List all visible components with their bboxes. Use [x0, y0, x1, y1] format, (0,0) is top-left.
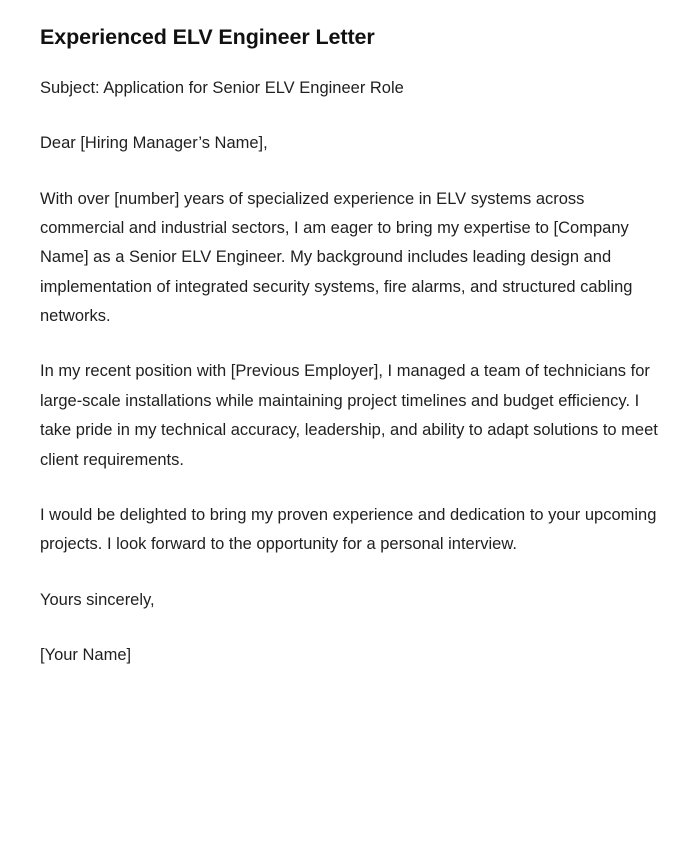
body-paragraph-3: I would be delighted to bring my proven experience and dedication to your upcoming projects. I look forward to the opportunity for a personal interview. [40, 505, 657, 554]
body-paragraph-2: In my recent position with [Previous Employer], I managed a team of technicians for large-scale installations while maintaining project timelines and budget efficiency. I take pride in my technical accuracy, leadership, and ability to adapt solutions to meet client requirements. [40, 362, 658, 469]
page-title: Experienced ELV Engineer Letter [40, 25, 375, 49]
body-paragraph-1: With over [number] years of specialized experience in ELV systems across commercial and industrial sectors, I am eager to bring my expertise to [Company Name] as a Senior ELV Engineer. My background includes leading design and implementation of integrated security systems, fire alarms, and structured cabling networks. [40, 189, 633, 326]
signature-name: [Your Name] [40, 645, 132, 664]
subject-line: Subject: Application for Senior ELV Engineer Role [40, 78, 404, 97]
salutation: Dear [Hiring Manager’s Name], [40, 134, 268, 153]
closing: Yours sincerely, [40, 590, 155, 609]
letter-body [40, 74, 660, 670]
